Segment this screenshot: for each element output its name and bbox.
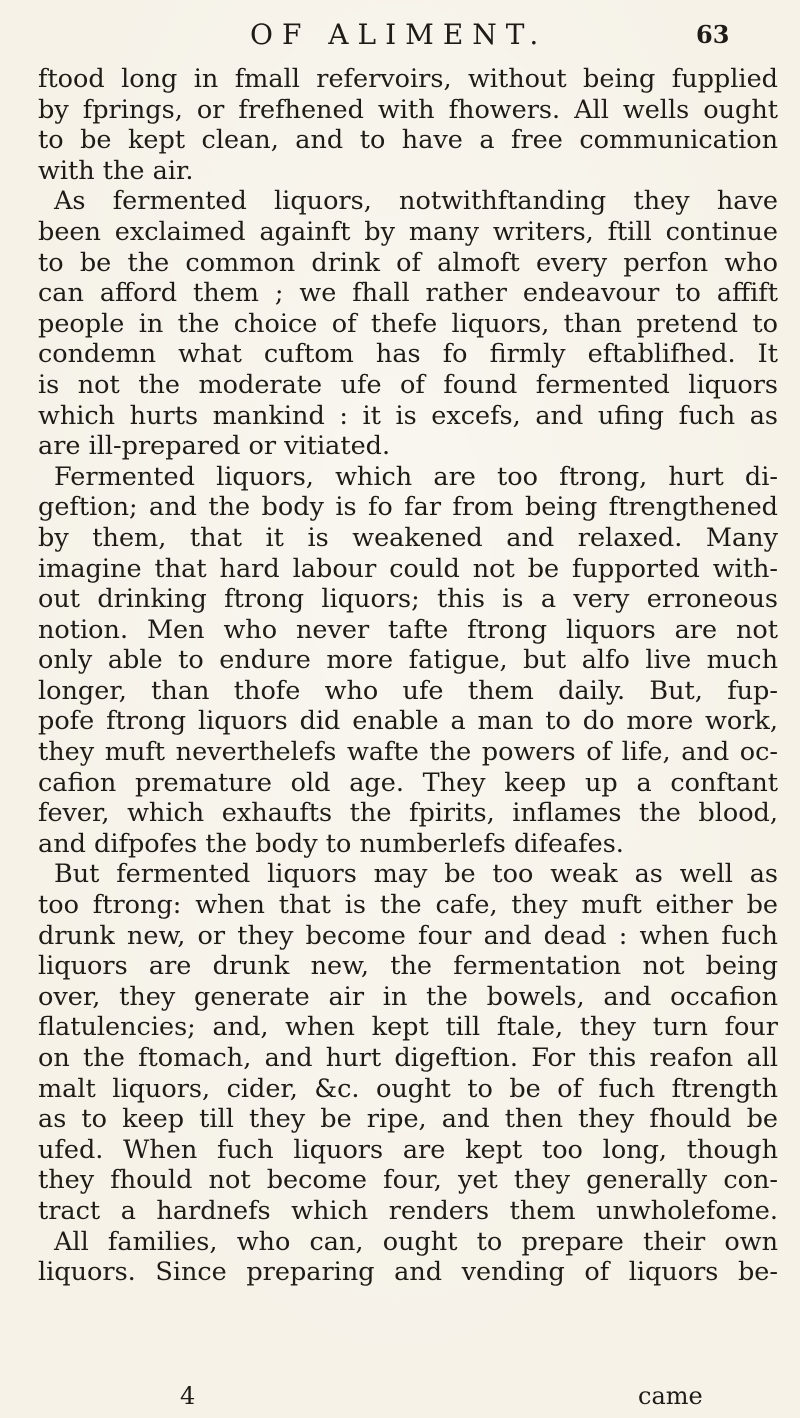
text-line: Fermented liquors, which are too ftrong, hurt di-	[54, 461, 778, 492]
text-line: But fermented liquors may be too weak as well as	[54, 859, 778, 890]
text-line: notion. Men who never tafte ftrong liquors are not	[38, 614, 778, 645]
text-line: drunk new, or they become four and dead : when fuch	[38, 920, 778, 951]
running-head	[0, 18, 800, 58]
text-line: pofe ftrong liquors did enable a man to do more work,	[38, 706, 778, 737]
text-line: flatulencies; and, when kept till ftale, they turn four	[38, 1012, 778, 1043]
text-line: too ftrong: when that is the cafe, they muft either be	[38, 890, 778, 921]
text-line: as to keep till they be ripe, and then they fhould be	[38, 1104, 778, 1135]
catchword: came	[638, 1382, 703, 1410]
text-line: All families, who can, ought to prepare their own	[54, 1226, 778, 1257]
text-line: ftood long in fmall refervoirs, without being fupplied	[38, 64, 778, 94]
text-line: As fermented liquors, notwithftanding they have	[54, 186, 778, 217]
text-line: people in the choice of thefe liquors, than pretend to	[38, 308, 778, 339]
text-line: over, they generate air in the bowels, and occafion	[38, 981, 778, 1012]
text-line: out drinking ftrong liquors; this is a very erroneous	[38, 584, 778, 615]
running-title: OF ALIMENT.	[250, 18, 548, 51]
text-line: only able to endure more fatigue, but alfo live much	[38, 645, 778, 676]
text-line: and difpofes the body to numberlefs difeafes.	[38, 828, 624, 859]
text-line: liquors are drunk new, the fermentation not being	[38, 951, 778, 982]
text-line: tract a hardnefs which renders them unwholefome.	[38, 1195, 778, 1226]
text-line: are ill-prepared or vitiated.	[38, 431, 391, 462]
text-line: on the ftomach, and hurt digeftion. For this reafon all	[38, 1043, 778, 1073]
text-line: is not the moderate ufe of found fermented liquors	[38, 369, 778, 400]
page-footer	[0, 1382, 800, 1414]
text-line: they fhould not become four, yet they generally con-	[38, 1165, 778, 1196]
text-line: longer, than thofe who ufe them daily. But, fup-	[38, 675, 778, 706]
text-line: which hurts mankind : it is excefs, and ufing fuch as	[38, 400, 778, 431]
signature-mark: 4	[180, 1382, 196, 1410]
text-line: imagine that hard labour could not be fupported with-	[38, 553, 778, 584]
text-line: can afford them ; we fhall rather endeavour to affift	[38, 278, 778, 309]
text-line: malt liquors, cider, &c. ought to be of fuch ftrength	[38, 1073, 778, 1104]
text-line: by fprings, or frefhened with fhowers. All wells ought	[38, 94, 778, 125]
text-line: to be the common drink of almoft every perfon who	[38, 247, 778, 278]
text-line: by them, that it is weakened and relaxed. Many	[38, 522, 778, 553]
text-line: to be kept clean, and to have a free communication	[38, 125, 778, 156]
text-line: condemn what cuftom has fo firmly eftablifhed. It	[38, 339, 778, 370]
text-line: with the air.	[38, 155, 194, 186]
text-line: been exclaimed againft by many writers, ftill continue	[38, 216, 778, 247]
text-line: they muft neverthelefs wafte the powers of life, and oc-	[38, 737, 778, 768]
text-line: fever, which exhaufts the fpirits, inflames the blood,	[38, 798, 778, 829]
text-line: ufed. When fuch liquors are kept too long, though	[38, 1134, 778, 1165]
body-text	[38, 64, 778, 1288]
text-line: cafion premature old age. They keep up a conftant	[38, 767, 778, 798]
text-line: geftion; and the body is fo far from being ftrengthened	[38, 492, 778, 523]
text-line: liquors. Since preparing and vending of liquors be-	[38, 1257, 778, 1288]
page-number: 63	[696, 20, 730, 49]
